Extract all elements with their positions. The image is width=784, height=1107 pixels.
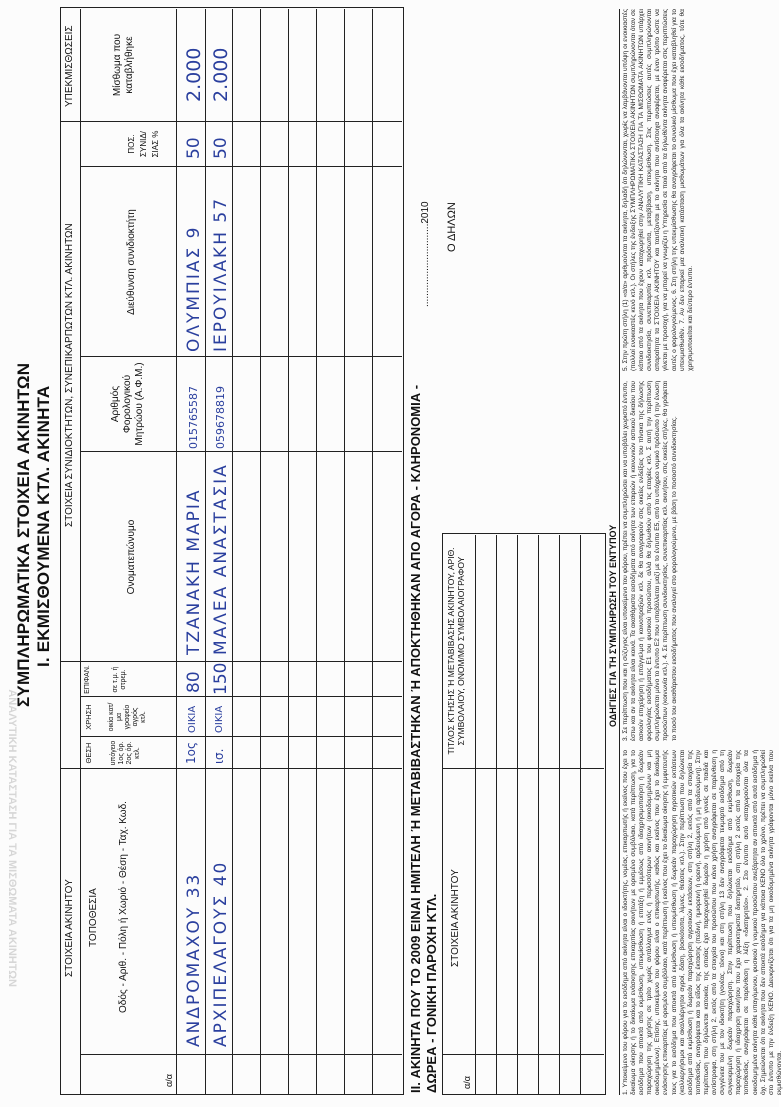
instructions-column-2 xyxy=(622,381,777,741)
row2-pct: 50 xyxy=(211,137,231,159)
row2-use: ΟΙΚΙΑ xyxy=(214,705,225,733)
col-location-sub: Οδός - Αριθ. - Πόλη ή Χωριό - Θέση - Ταχ. Κωδ. xyxy=(118,801,129,1013)
col-ao: α/α xyxy=(164,1074,174,1087)
section2-col-title: ΤΙΤΛΟΣ ΚΤΗΣΗΣ Ή ΜΕΤΑΒΙΒΑΣΗΣ ΑΚΙΝΗΤΟΥ, ΑΡΙΘ. ΣΥΜΒΟΛΑΙΟΥ, ΟΝΟΜ/ΜΟ ΣΥΜΒΟΛΑΙΟΓΡΑΦΟΥ xyxy=(446,547,466,755)
row1-pct: 50 xyxy=(184,137,204,159)
group-coowners-header: ΣΤΟΙΧΕΙΑ ΣΥΝΙΔΙΟΚΤΗΤΩΝ, ΣΥΝΕΠΙΚΑΡΠΩΤΩΝ ΚΤΛ. ΑΚΙΝΗΤΩΝ xyxy=(64,223,75,527)
instruction-p1: 1. Υποκείμενο του φόρου για το εισόδημα από ακίνητα είναι ο ιδιοκτήτης, νομέας, επικαρπωτής ή εκείνος που έχει το δικαίωμα οίκησης ή το δικαίωμα ενάσκησης επικαρπίας ακινήτων με ορισμένο συμβόλαιο, κατά περίπτωση, για το εισόδημα που αποκτά από εκμίσθωση, υπεκμίσθωση ή επιτάξη ή εμμέσως από ιδιοχρησιμοποίηση ή δωρεάν παραχώρηση της χρήσης σε τρίτο χωρίς αντάλλαγμα ενός ή περισσότερων ακινήτων (οικοδομημένων και μη οικοδομημένων). Επίσης, υποκείμενο του φόρου είναι ο επικαρπωτής, καθώς και εκείνος που έχει το δικαίωμα ενάσκησης επικαρπίας με ορισμένο συμβόλαιο, κατά περίπτωση ή εκείνος που έχει το δικαίωμα οίκησης ή εμφυτευτής τους για το εισόδημα που αποκτά από εκμίσθωση ή υπεκμίσθωση ή δωρεάν παραχώρηση αγροτικών εκτάσεων (καλλιεργήσιμοι και ακαλλιέργητοι αγροί, δάση, βοσκότοπα, λίμνες, θεάσεις κτλ.). Στην περίπτωση που δηλώνεται εισόδημα από εκμίσθωση ή δωρεάν παραχώρηση αγροτικών εκτάσεων, στη στήλη 2, εκτός από τα στοιχεία της τοποθεσίας, αναγράφεται και το είδος της έκτασης (πεδινή, ημιορεινή ή ορεινή, αρδευόμενη ή μη αρδευόμενη). Στην περίπτωση που δηλώνεται κατοικία, της οποίας έχει παραχωρηθεί δωρεάν η χρήση από γονείς σε παιδιά και αντίστροφα, στη στήλη 2, εκτός από τα στοιχεία του προσώπου που κάνει χρήση αναγράφεται σε παρένθεση η συγγένεια του με τον ιδιοκτήτη (γονέας, τέκνο) και στη στήλη 13 δεν αναγράφεται τεκμαρτό εισόδημα από τη συγκεκριμένη δωρεάν παραχώρηση. Στην περίπτωση που δηλώνεται εισόδημα από εκμίσθωση, δωρεάν παραχώρηση ή ιδιοχρηση ακινήτου που έχει χαρακτηριστεί διατηρητέο, στη στήλη 2 εκτός από τα στοιχεία της τοποθεσίας, αναγράφεται σε παρένθεση η λέξη «διατηρητέο». xyxy=(622,750,751,1095)
instruction-p7: 6. Στη στήλη της υπεκμίσθωσης θα αναγράφεται το συνολικό μίσθωμα που έχει καταβληθεί για το υπεκμισθωθέν. xyxy=(670,8,686,371)
instruction-p4: 4. Σε περίπτωση συνιδιοκτησίας, συνεπικαρπίας κτλ. ακινήτου, στις οικείες στήλες, θα γράφεται το ποσό του ακαθάριστου εισοδήματος που αναλογεί στο φορολογούμενο, με βάση το ποσοστό συνιδιοκτησίας. xyxy=(662,380,678,741)
instructions-heading: ΟΔΗΓΙΕΣ ΓΙΑ ΤΗ ΣΥΜΠΛΗΡΩΣΗ ΤΟΥ ΕΝΤΥΠΟΥ xyxy=(608,524,618,727)
main-title: ΣΥΜΠΛΗΡΩΜΑΤΙΚΑ ΣΤΟΙΧΕΙΑ ΑΚΙΝΗΤΩΝ xyxy=(14,362,33,707)
group-property-header: ΣΤΟΙΧΕΙΑ ΑΚΙΝΗΤΟΥ xyxy=(64,879,75,977)
instructions-column-3 xyxy=(622,9,777,371)
col-area: ΕΠΙΦΑΝ. xyxy=(84,665,91,694)
section2-table xyxy=(442,533,606,1095)
signature-declarant: Ο ΔΗΛΩΝ xyxy=(446,202,458,252)
instruction-p8: 7. Αν δεν επαρκεί μια αναλυτική κατάσταση μισθωμάτων για όλα τα ακίνητα κάθε εισοδήματος, τότε θα χρησιμοποιείται και δεύτερο έντυπο. xyxy=(678,9,694,371)
section2-col-property: ΣΤΟΙΧΕΙΑ ΑΚΙΝΗΤΟΥ xyxy=(450,869,461,967)
section2-title-line2: ΔΩΡΕΑ - ΓΟΝΙΚΗ ΠΑΡΟΧΗ ΚΤΛ. xyxy=(424,893,439,1093)
row1-afm: 015765587 xyxy=(187,386,200,449)
row1-area: 80 xyxy=(184,671,204,693)
col-position: ΘΕΣΗ xyxy=(84,742,93,764)
section2-title-line1: II. ΑΚΙΝΗΤΑ ΠΟΥ ΤΟ 2009 ΕΙΝΑΙ ΗΜΙΤΕΛΗ Ή ΜΕΤΑΒΙΒΑΣΤΗΚΑΝ Ή ΑΠΟΚΤΗΘΗΚΑΝ ΑΠΟ ΑΓΟΡΑ - ΚΛΗΡΟΝΟΜΙΑ - xyxy=(408,384,423,1093)
row2-location: ΑΡΧΙΠΕΛΑΓΟΥΣ 40 xyxy=(211,860,231,1047)
col-use: ΧΡΗΣΗ xyxy=(84,704,93,730)
row2-afm: 059678819 xyxy=(214,386,227,449)
col-afm: Αριθμός Φορολογικού Μητρώου (Α.Φ.Μ.) xyxy=(110,362,145,446)
row2-area: 150 xyxy=(211,662,231,695)
col-position-sub: υπόγειο 1ος όρ. 2ος όρ. κτλ. xyxy=(110,740,141,766)
instruction-p3: 3. Σε περίπτωση που και η σύζυγος είναι υποκείμενο του φόρου, πρέπει να συμπληρώσει και να υποβάλει χωριστό έντυπο, έστω και αν τα ακίνητα είναι κοινά. Τα ακαθάριστα εισοδήματα από ακίνητα των εταιριών ή κοινωνιών αστικού δικαίου που ασκούν επιχείρηση ή επάγγελμα ή κοινοπραξιών κτλ. δε θα αναγραφούν στις οικείες ενδείξεις του πίνακα της δήλωσης φορολογίας εισοδήματος Ε1 του φυσικού προσώπου, αλλά θα δηλωθούν από τις εταιρίες κτλ. Σ αυτή την περίπτωση συμπληρώνεται μόνο το έντυπο Ε2 που υποβάλλεται μαζί με το έντυπο Ε5, από το υπόχρεο νομικό πρόσωπο ή την ένωση προσώπων (κοινωνία κτλ.). xyxy=(622,381,670,741)
col-area-sub: σε τ.μ. ή στρεμ. xyxy=(112,666,127,693)
instructions-column-1 xyxy=(622,750,783,1095)
section1-title: I. ΕΚΜΙΣΘΟΥΜΕΝΑ ΚΤΛ. ΑΚΙΝΗΤΑ xyxy=(34,385,53,667)
section2-col-ao: α/α xyxy=(462,1076,472,1089)
row1-use: ΟΙΚΙΑ xyxy=(187,705,198,733)
row1-position: 1ος xyxy=(184,741,198,764)
row2-position: ισ. xyxy=(212,748,226,764)
show-through-text: ΑΝΑΛΥΤΙΚΗ ΚΑΤΑΣΤΑΣΗ ΓΙΑ ΤΑ ΜΙΣΘΩΜΑΤΑ ΑΚΙΝΗΤΩΝ xyxy=(6,689,18,987)
group-rent-header: ΥΠΕΚΜΙΣΘΩΣΕΙΣ xyxy=(64,25,75,107)
col-use-sub: οικία κατ/μα γραφείο αγρός κτλ. xyxy=(108,702,147,732)
row1-rent: 2.000 xyxy=(183,47,205,102)
row2-address: ΙΕΡΟΥΙΛΑΚΗ 57 xyxy=(211,196,231,352)
col-address: Διεύθυνση συνιδιοκτήτη xyxy=(126,209,137,315)
row1-address: ΟΛΥΜΠΙΑΣ 9 xyxy=(184,225,204,352)
signature-date: ..............................2010 xyxy=(420,201,431,307)
row1-name: ΤΖΑΝΑΚΗ ΜΑΡΙΑ xyxy=(184,488,204,655)
row1-location: ΑΝΔΡΟΜΑΧΟΥ 33 xyxy=(184,872,204,1047)
instruction-p6: Οι στήλες της ένδειξης ΣΥΜΠΛΗΡΩΜΑΤΙΚΑ ΣΤΟΙΧΕΙΑ ΑΚΙΝΗΤΩΝ συμπληρώνονται όταν σε κάποιο από τα ακίνητα που έχουν καταχωρηθεί στην ΑΝΑΛΥΤΙΚΗ ΚΑΤΑΣΤΑΣΗ ΓΙΑ ΤΑ ΜΙΣΘΩΜΑΤΑ ΑΚΙΝΗΤΩΝ υπάρχει συνιδιοκτησία, συνεπικαρπία κτλ. πρόσωπα, μεταβίβαση, υπεκμίσθωση. Στις περιπτώσεις αυτές συμπληρώνονται απαραίτητα τα ΣΤΟΙΧΕΙΑ ΑΚΙΝΗΤΟΥ και ταυτίζονται με το ακίνητο που αντίστοιχα αναφέρεται, με έναν τρόπο ώστε να γίνεται με προσοχή, για να μπορεί να γνωρίζει η Υπηρεσία σε ποιό από τα δηλωθέντα ακίνητα αναφέρεται στις περιπτώσεις αυτές ο φορολογούμενος. xyxy=(630,9,678,371)
instruction-p2: 2. Στο έντυπο αυτό καταχωρούνται όλα τα οικοδομημένα ακίνητα κάθε υπαγόμενου, φυσικού ή νομικού προσώπου ανεξάρτητα αν αποκτά από αυτά εισόδημα ή όχι. Σημειώνεται ότι τα ακίνητα που δεν αποκτά εισόδημα για κάποια ΚΕΝΟ όλο το χρόνο, πρέπει να συμπληρώθεί στο έντυπο με την ένδειξη ΚΕΝΟ. Διευκρινίζεται ότι για τα μη οικοδομημένα ακίνητα γράφονται μόνο εκείνα που εκμισθώνονται. xyxy=(743,750,783,1095)
instruction-p5: 5. Στην πρώτη στήλη (1) «α/α» αριθμούνται τα ακίνητα, δηλαδή ότι δηλώνονται, χωρίς να λαμβάνονται υπόψη οι ενοικιαστές (πολλοί ενοικιαστές κενό κτλ.). xyxy=(622,9,638,371)
col-name: Ονοματεπώνυμο xyxy=(126,519,137,595)
row2-rent: 2.000 xyxy=(210,47,232,102)
col-rent: Μίσθωμα που καταβλήθηκε xyxy=(112,33,135,97)
col-pct: ΠΟΣ. ΣΥΝΙΔ/ΣΙΑΣ % xyxy=(127,130,160,158)
col-location-title: ΤΟΠΟΘΕΣΙΑ xyxy=(88,888,99,947)
row2-name: ΜΑΛΕΑ ΑΝΑΣΤΑΣΙΑ xyxy=(211,463,231,655)
